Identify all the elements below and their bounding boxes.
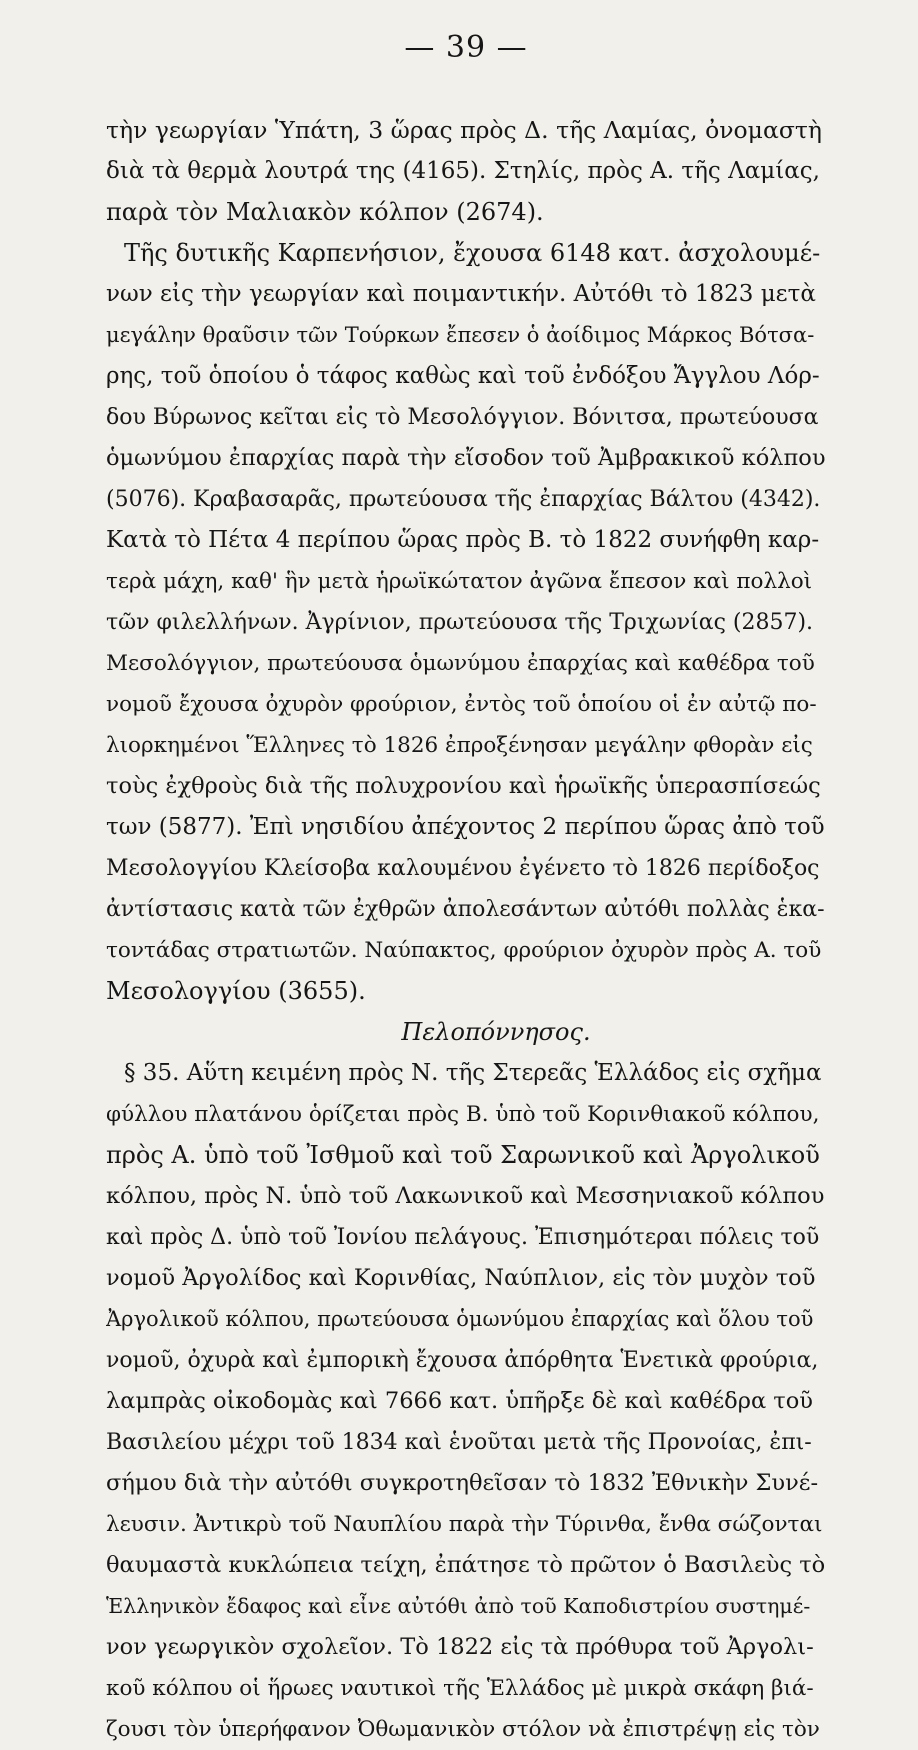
text-line: ἀντίστασις κατὰ τῶν ἐχθρῶν ἀπολεσάντων αὐτόθι πολλὰς ἑκα- bbox=[106, 897, 825, 922]
text-line: λευσιν. Ἀντικρὺ τοῦ Ναυπλίου παρὰ τὴν Τύρινθα, ἔνθα σώζονται bbox=[106, 1512, 823, 1537]
text-line: τὴν γεωργίαν Ὑπάτη, 3 ὥρας πρὸς Δ. τῆς Λαμίας, ὀνομαστὴ bbox=[106, 116, 822, 144]
text-line: νον γεωργικὸν σχολεῖον. Τὸ 1822 εἰς τὰ πρόθυρα τοῦ Ἀργολι- bbox=[106, 1634, 814, 1660]
text-line: Μεσολογγίου Κλείσοβα καλουμένου ἐγένετο τὸ 1826 περίδοξος bbox=[106, 856, 820, 881]
text-line: παρὰ τὸν Μαλιακὸν κόλπον (2674). bbox=[106, 198, 544, 226]
text-line: ζουσι τὸν ὑπερήφανον Ὀθωμανικὸν στόλον νὰ ἐπιστρέψῃ εἰς τὸν bbox=[106, 1717, 820, 1742]
text-line: τερὰ μάχη, καθ' ἣν μετὰ ἡρωϊκώτατον ἀγῶνα ἔπεσον καὶ πολλοὶ bbox=[106, 569, 813, 594]
text-line: φύλλου πλατάνου ὁρίζεται πρὸς Β. ὑπὸ τοῦ Κορινθιακοῦ κόλπου, bbox=[106, 1102, 820, 1127]
text-line: Κατὰ τὸ Πέτα 4 περίπου ὥρας πρὸς Β. τὸ 1822 συνήφθη καρ- bbox=[106, 527, 820, 553]
text-line: ρης, τοῦ ὁποίου ὁ τάφος καθὼς καὶ τοῦ ἐνδόξου Ἄγγλου Λόρ- bbox=[106, 363, 820, 389]
text-line: λιορκημένοι Ἕλληνες τὸ 1826 ἐπροξένησαν μεγάλην φθορὰν εἰς bbox=[106, 733, 813, 758]
text-line: Ἑλληνικὸν ἔδαφος καὶ εἶνε αὐτόθι ἀπὸ τοῦ Καποδιστρίου συστημέ- bbox=[106, 1594, 811, 1618]
text-line: (5076). Κραβασαρᾶς, πρωτεύουσα τῆς ἐπαρχίας Βάλτου (4342). bbox=[106, 487, 821, 512]
text-line: τῶν φιλελλήνων. Ἀγρίνιον, πρωτεύουσα τῆς Τριχωνίας (2857). bbox=[106, 610, 814, 635]
text-line: Βασιλείου μέχρι τοῦ 1834 καὶ ἑνοῦται μετὰ τῆς Προνοίας, ἐπι- bbox=[106, 1430, 812, 1455]
text-line: ὁμωνύμου ἐπαρχίας παρὰ τὴν εἴσοδον τοῦ Ἀμβρακικοῦ κόλπου bbox=[106, 445, 826, 471]
text-line: δου Βύρωνος κεῖται εἰς τὸ Μεσολόγγιον. Βόνιτσα, πρωτεύουσα bbox=[106, 405, 819, 430]
text-line: διὰ τὰ θερμὰ λουτρά της (4165). Στηλίς, πρὸς Α. τῆς Λαμίας, bbox=[106, 158, 820, 184]
text-line: Μεσολόγγιον, πρωτεύουσα ὁμωνύμου ἐπαρχίας καὶ καθέδρα τοῦ bbox=[106, 651, 815, 676]
text-line: λαμπρὰς οἰκοδομὰς καὶ 7666 κατ. ὑπῆρξε δὲ καὶ καθέδρα τοῦ bbox=[106, 1388, 813, 1414]
text-line: νομοῦ, ὀχυρὰ καὶ ἐμπορικὴ ἔχουσα ἀπόρθητα Ἑνετικὰ φρούρια, bbox=[106, 1348, 819, 1373]
text-line: Ἀργολικοῦ κόλπου, πρωτεύουσα ὁμωνύμου ἐπαρχίας καὶ ὅλου τοῦ bbox=[106, 1307, 814, 1331]
text-block-part2 bbox=[106, 1053, 826, 1750]
text-line: θαυμαστὰ κυκλώπεια τείχη, ἐπάτησε τὸ πρῶτον ὁ Βασιλεὺς τὸ bbox=[106, 1552, 826, 1578]
text-line: μεγάλην θραῦσιν τῶν Τούρκων ἔπεσεν ὁ ἀοίδιμος Μάρκος Βότσα- bbox=[106, 323, 815, 347]
text-block-part1 bbox=[106, 110, 826, 1012]
text-line: Μεσολογγίου (3655). bbox=[106, 977, 366, 1005]
text-line: τοντάδας στρατιωτῶν. Ναύπακτος, φρούριον ὀχυρὸν πρὸς Α. τοῦ bbox=[106, 938, 822, 963]
text-line: Τῆς δυτικῆς Καρπενήσιον, ἔχουσα 6148 κατ. ἀσχολουμέ- bbox=[124, 239, 821, 267]
page-number: — 39 — bbox=[404, 30, 528, 65]
text-line: νομοῦ Ἀργολίδος καὶ Κορινθίας, Ναύπλιον, εἰς τὸν μυχὸν τοῦ bbox=[106, 1265, 816, 1291]
text-line: τοὺς ἐχθροὺς διὰ τῆς πολυχρονίου καὶ ἡρωϊκῆς ὑπερασπίσεώς bbox=[106, 773, 821, 799]
text-line: κοῦ κόλπου οἱ ἥρωες ναυτικοὶ τῆς Ἑλλάδος μὲ μικρὰ σκάφη βιά- bbox=[106, 1676, 814, 1701]
text-line: νων εἰς τὴν γεωργίαν καὶ ποιμαντικήν. Αὐτόθι τὸ 1823 μετὰ bbox=[106, 281, 816, 307]
text-line: των (5877). Ἐπὶ νησιδίου ἀπέχοντος 2 περίπου ὥρας ἀπὸ τοῦ bbox=[106, 814, 825, 840]
text-line: καὶ πρὸς Δ. ὑπὸ τοῦ Ἰονίου πελάγους. Ἐπισημότεραι πόλεις τοῦ bbox=[106, 1225, 820, 1250]
text-line: σήμου διὰ τὴν αὐτόθι συγκροτηθεῖσαν τὸ 1832 Ἐθνικὴν Συνέ- bbox=[106, 1470, 819, 1496]
text-line: § 35. Αὕτη κειμένη πρὸς Ν. τῆς Στερεᾶς Ἑλλάδος εἰς σχῆμα bbox=[124, 1060, 822, 1086]
text-line: κόλπου, πρὸς Ν. ὑπὸ τοῦ Λακωνικοῦ καὶ Μεσσηνιακοῦ κόλπου bbox=[106, 1183, 825, 1209]
section-heading: Πελοπόννησος. bbox=[401, 1018, 591, 1046]
text-line: πρὸς Α. ὑπὸ τοῦ Ἰσθμοῦ καὶ τοῦ Σαρωνικοῦ καὶ Ἀργολικοῦ bbox=[106, 1141, 820, 1169]
text-line: νομοῦ ἔχουσα ὀχυρὸν φρούριον, ἐντὸς τοῦ ὁποίου οἱ ἐν αὐτῷ πο- bbox=[106, 692, 817, 717]
